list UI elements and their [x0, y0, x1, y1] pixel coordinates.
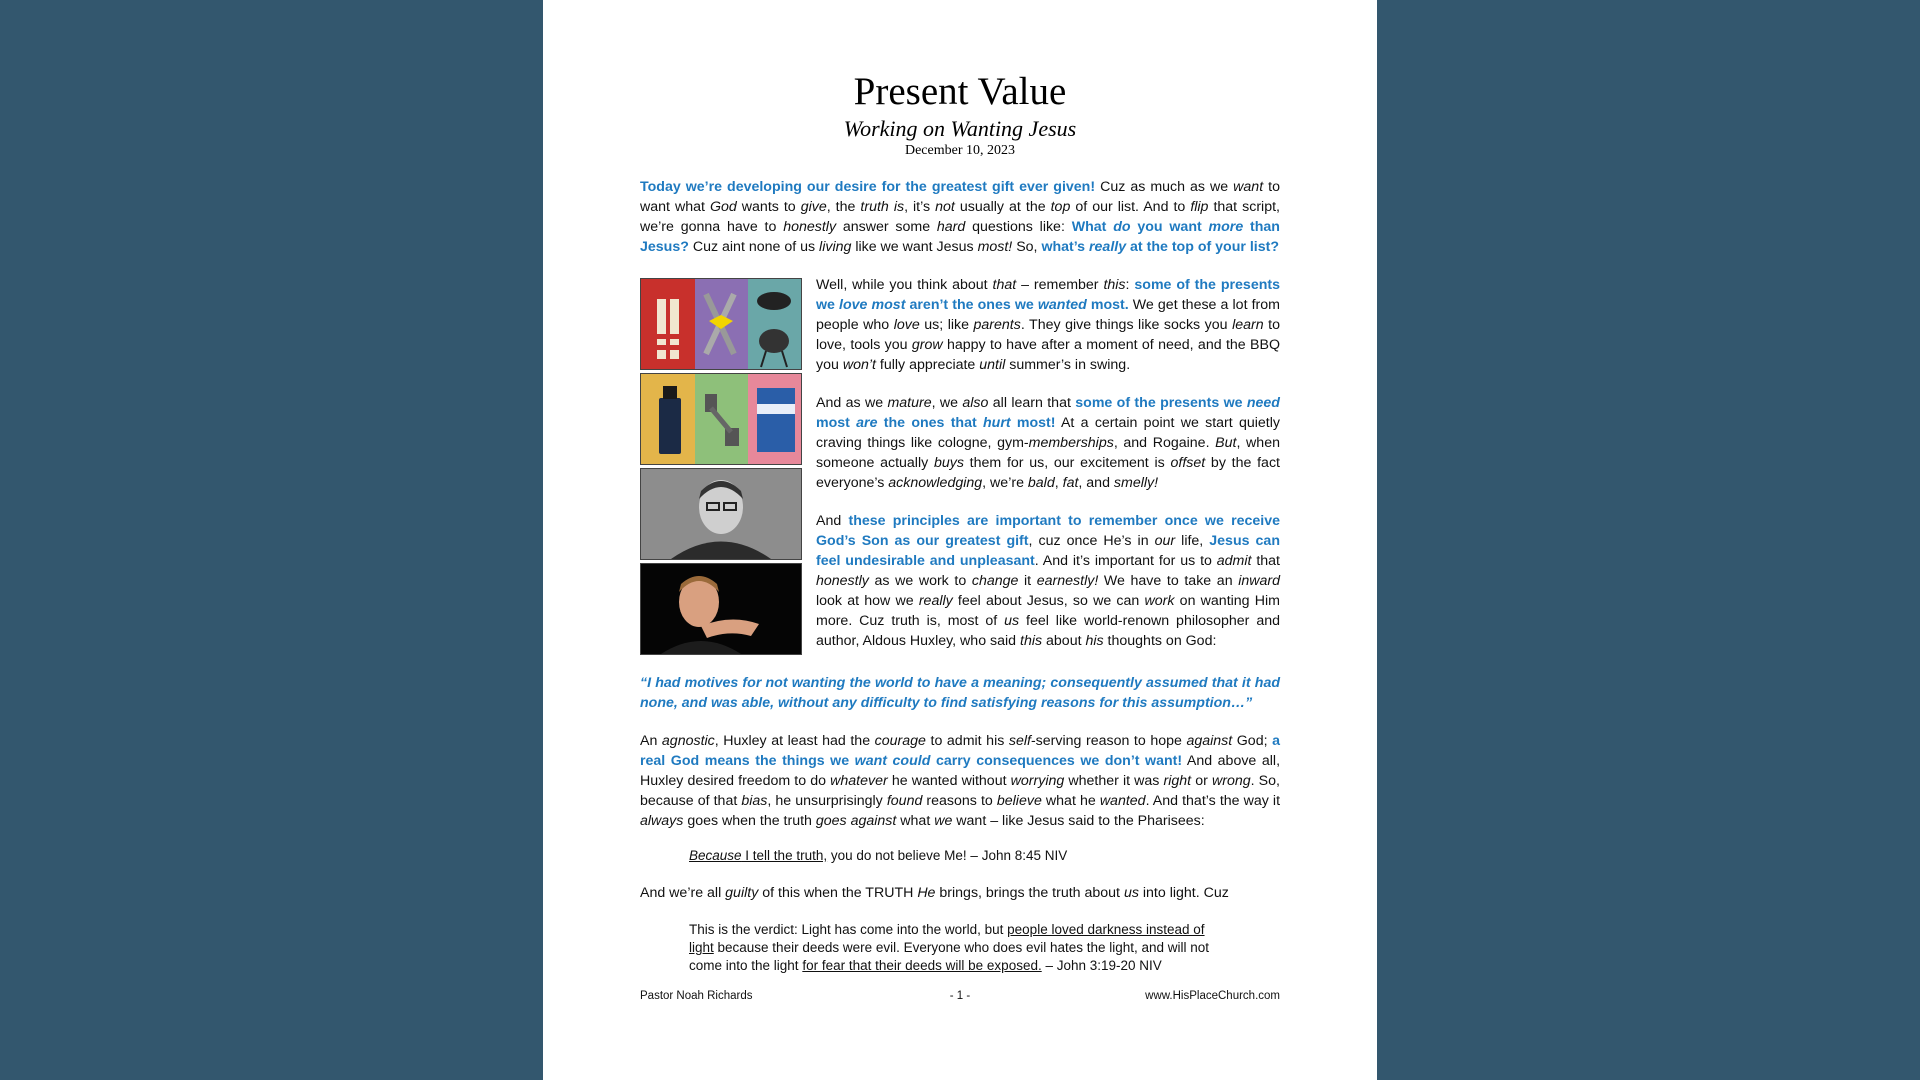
- socks-tools-bbq-image: [640, 278, 802, 370]
- footer-author: Pastor Noah Richards: [640, 990, 753, 1002]
- verse-john-3-19-20: This is the verdict: Light has come into the world, but people loved darkness instead of light because their deeds were evil. Everyone who does evil hates the light, and will not come into the light for fear that their deeds will be exposed. – John 3:19-20 NIV: [689, 922, 1210, 973]
- paragraph-principles: And these principles are important to remember once we receive God’s Son as our greatest gift, cuz once He’s in our life, Jesus can feel undesirable and unpleasant. And it’s important for us to admit that honestly as we work to change it earnestly! We have to take an inward look at how we really feel about Jesus, so we can work on wanting Him more. Cuz truth is, most of us feel like world-renown philosopher and author, Aldous Huxley, who said this about his thoughts on God:: [816, 513, 1280, 649]
- paragraph-guilty: And we’re all guilty of this when the TRUTH He brings, brings the truth about us into light. Cuz: [640, 885, 1229, 901]
- aldous-huxley-photo: [640, 468, 802, 560]
- huxley-quote: “I had motives for not wanting the world to have a meaning; consequently assumed that it had none, and was able, without any difficulty to find satisfying reasons for this assumption…”: [640, 675, 1280, 711]
- verse-john-8-45: Because I tell the truth, you do not believe Me! – John 8:45 NIV: [689, 848, 1068, 863]
- document-page: [543, 0, 1377, 1080]
- paragraph-intro: Today we’re developing our desire for the greatest gift ever given! Cuz as much as we want to want what God wants to give, the truth is, it’s not usually at the top of our list. And to flip that script, we’re gonna have to honestly answer some hard questions like: What do you want more than Jesus? Cuz aint none of us living like we want Jesus most! So, what’s really at the top of your list?: [640, 179, 1280, 255]
- paragraph-presents-we-need: And as we mature, we also all learn that some of the presents we need most are the ones that hurt most! At a certain point we start quietly craving things like cologne, gym-memberships, and Rogaine. But, when someone actually buys them for us, our excitement is offset by the fact everyone’s acknowledging, we’re bald, fat, and smelly!: [816, 395, 1280, 491]
- paragraph-agnostic: An agnostic, Huxley at least had the courage to admit his self-serving reason to hope against God; a real God means the things we want could carry consequences we don’t want! And above all, Huxley desired freedom to do whatever he wanted without worrying whether it was right or wrong. So, because of that bias, he unsurprisingly found reasons to believe what he wanted. And that’s the way it always goes when the truth goes against what we want – like Jesus said to the Pharisees:: [640, 733, 1281, 829]
- page-subtitle: Working on Wanting Jesus: [843, 116, 1077, 141]
- image-column: [640, 278, 802, 658]
- page-date: December 10, 2023: [904, 143, 1016, 158]
- paragraph-presents-we-love: Well, while you think about that – remember this: some of the presents we love most aren’t the ones we wanted most. We get these a lot from people who love us; like parents. They give things like socks you learn to love, tools you grow happy to have after a moment of need, and the BBQ you won’t fully appreciate until summer’s in swing.: [816, 277, 1280, 373]
- cologne-dumbbell-rogaine-image: [640, 373, 802, 465]
- footer-page-number: - 1 -: [949, 990, 971, 1002]
- page-title: Present Value: [853, 70, 1067, 113]
- footer-website: www.HisPlaceChurch.com: [1145, 990, 1280, 1002]
- man-portrait-photo: [640, 563, 802, 655]
